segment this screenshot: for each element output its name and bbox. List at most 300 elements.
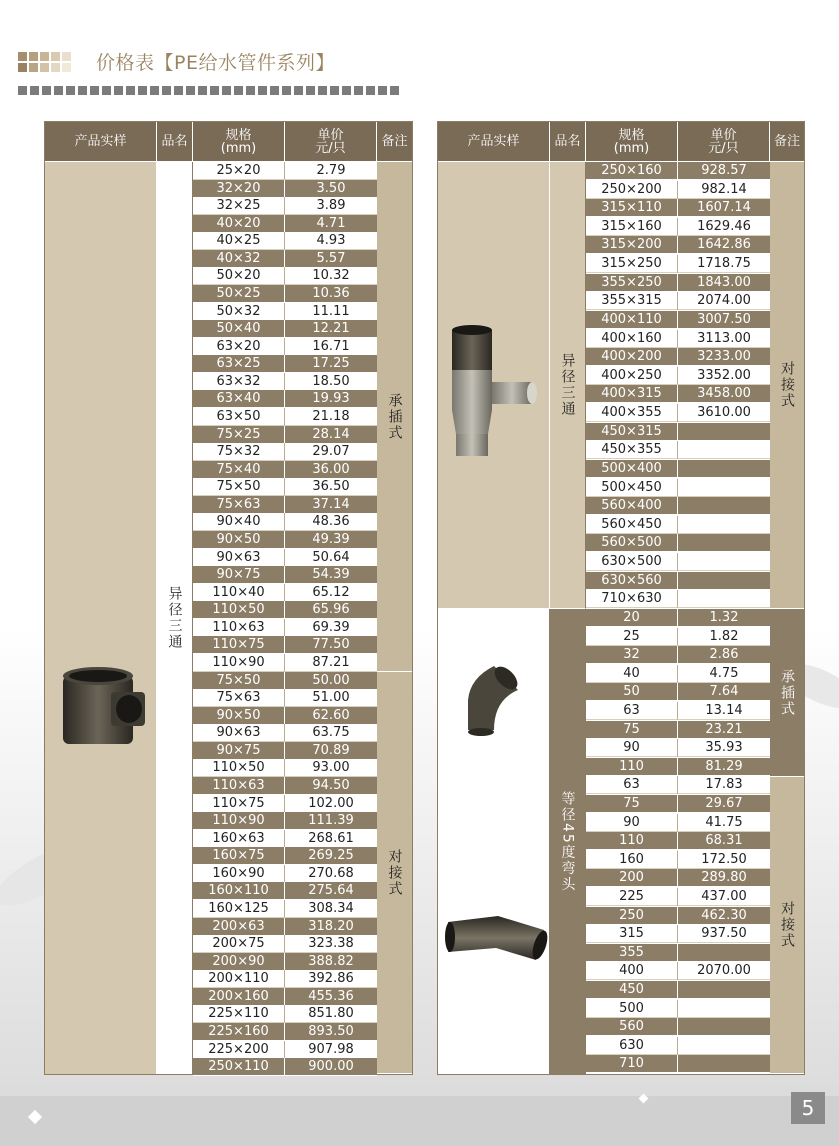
table-row [193, 1058, 377, 1076]
grey-bar-square [234, 86, 243, 95]
price-cell: 269.25 [285, 847, 377, 865]
price-cell: 49.39 [285, 531, 377, 549]
spec-cell: 40 [586, 665, 678, 683]
price-cell: 392.86 [285, 970, 377, 988]
price-cell: 3458.00 [678, 385, 770, 403]
price-cell: 35.93 [678, 739, 770, 757]
table-row [193, 900, 377, 918]
spec-cell: 500×450 [586, 479, 678, 497]
note-cell-butt [377, 672, 412, 1074]
table-row [193, 935, 377, 953]
reducing-tee-image [59, 662, 149, 752]
spec-cell: 110×50 [193, 759, 285, 777]
table-row [193, 953, 377, 971]
spec-cell: 400 [586, 962, 678, 980]
header-spec-unit: (mm) [613, 140, 650, 156]
price-cell: 928.57 [678, 162, 770, 180]
price-cell: 268.61 [285, 830, 377, 848]
spec-cell: 75×50 [193, 478, 285, 496]
spec-cell: 315×250 [586, 255, 678, 273]
table-row [586, 236, 770, 254]
price-cell: 68.31 [678, 832, 770, 850]
table-row [586, 683, 770, 701]
spec-cell: 250×200 [586, 181, 678, 199]
product-name-cell-elbow [550, 609, 586, 1074]
spec-cell: 560×450 [586, 516, 678, 534]
price-cell: 54.39 [285, 566, 377, 584]
table-row [193, 918, 377, 936]
grey-bar-square [366, 86, 375, 95]
table-row [586, 534, 770, 552]
price-cell: 2.79 [285, 162, 377, 180]
spec-cell: 110×90 [193, 654, 285, 672]
price-cell: 1718.75 [678, 255, 770, 273]
spec-cell: 110×50 [193, 601, 285, 619]
table-row [586, 721, 770, 739]
table-row [193, 390, 377, 408]
header-spec [193, 122, 285, 161]
spec-cell: 160×125 [193, 900, 285, 918]
spec-cell: 200×110 [193, 970, 285, 988]
table-row [586, 404, 770, 422]
table-row [586, 944, 770, 962]
price-cell: 318.20 [285, 918, 377, 936]
spec-cell: 110×90 [193, 812, 285, 830]
price-cell [678, 572, 770, 590]
grey-bar-square [150, 86, 159, 95]
grey-bar-square [258, 86, 267, 95]
note-butt: 对接式 [779, 901, 795, 949]
price-cell: 48.36 [285, 513, 377, 531]
page-number: 5 [791, 1092, 825, 1124]
price-cell [678, 1000, 770, 1018]
spec-cell: 250 [586, 907, 678, 925]
price-cell: 69.39 [285, 619, 377, 637]
price-cell: 3610.00 [678, 404, 770, 422]
table-row [193, 636, 377, 654]
table-row [586, 516, 770, 534]
price-cell [678, 553, 770, 571]
table-row [586, 851, 770, 869]
spec-cell: 500×400 [586, 460, 678, 478]
header-price [678, 122, 770, 161]
table-row [586, 311, 770, 329]
spec-cell: 110×63 [193, 619, 285, 637]
price-cell [678, 1055, 770, 1073]
note-cell-socket [377, 162, 412, 672]
price-cell: 455.36 [285, 988, 377, 1006]
price-cell: 7.64 [678, 683, 770, 701]
spec-cell: 32×20 [193, 180, 285, 198]
price-cell: 13.14 [678, 702, 770, 720]
table-row [193, 162, 377, 180]
spec-cell: 400×200 [586, 348, 678, 366]
price-cell: 37.14 [285, 496, 377, 514]
note-socket: 承插式 [779, 668, 795, 717]
price-cell: 17.25 [285, 355, 377, 373]
price-cell: 3.50 [285, 180, 377, 198]
price-cell: 10.32 [285, 267, 377, 285]
note-cell-butt [770, 162, 804, 609]
header-price [285, 122, 377, 161]
price-cell: 437.00 [678, 888, 770, 906]
spec-cell: 315×200 [586, 236, 678, 254]
spec-cell: 560×500 [586, 534, 678, 552]
price-cell [678, 981, 770, 999]
grey-bar-square [18, 86, 27, 95]
table-row [586, 646, 770, 664]
grey-bar-square [30, 86, 39, 95]
table-row [193, 443, 377, 461]
table-row [586, 665, 770, 683]
price-cell: 1642.86 [678, 236, 770, 254]
spec-cell: 225 [586, 888, 678, 906]
price-cell: 18.50 [285, 373, 377, 391]
spec-cell: 160×75 [193, 847, 285, 865]
price-cell: 907.98 [285, 1041, 377, 1059]
grey-bar-square [210, 86, 219, 95]
price-cell [678, 423, 770, 441]
product-image-cell [45, 162, 157, 1074]
spec-cell: 32 [586, 646, 678, 664]
table-row [193, 355, 377, 373]
spec-cell: 50×32 [193, 303, 285, 321]
spec-cell: 630 [586, 1037, 678, 1055]
product-name-cell [157, 162, 193, 1074]
spec-cell: 63×25 [193, 355, 285, 373]
grey-bar-square [90, 86, 99, 95]
table-row [193, 549, 377, 567]
spec-cell: 110 [586, 758, 678, 776]
price-cell: 62.60 [285, 707, 377, 725]
table-row [193, 303, 377, 321]
header-grey-bar [18, 80, 410, 90]
price-cell: 3113.00 [678, 330, 770, 348]
grey-bar-square [246, 86, 255, 95]
table-row [193, 970, 377, 988]
header-product: 产品实样 [45, 122, 157, 161]
price-cell: 3352.00 [678, 367, 770, 385]
price-cell: 275.64 [285, 882, 377, 900]
header-price-unit: 元/只 [315, 140, 346, 156]
table-row [586, 330, 770, 348]
price-cell: 2070.00 [678, 962, 770, 980]
price-cell: 308.34 [285, 900, 377, 918]
price-cell [678, 479, 770, 497]
table-row [193, 988, 377, 1006]
spec-cell: 200×63 [193, 918, 285, 936]
spec-cell: 355 [586, 944, 678, 962]
price-cell: 12.21 [285, 320, 377, 338]
price-cell: 270.68 [285, 865, 377, 883]
spec-cell: 315×160 [586, 218, 678, 236]
price-cell: 4.75 [678, 665, 770, 683]
price-cell: 77.50 [285, 636, 377, 654]
header-product: 产品实样 [438, 122, 550, 161]
table-row [586, 832, 770, 850]
table-row [586, 218, 770, 236]
table-row [586, 423, 770, 441]
spec-cell: 500 [586, 1000, 678, 1018]
table-row [193, 1023, 377, 1041]
spec-cell: 75 [586, 721, 678, 739]
table-row [586, 907, 770, 925]
spec-cell: 75 [586, 795, 678, 813]
price-cell [678, 460, 770, 478]
table-row [193, 496, 377, 514]
price-cell: 29.07 [285, 443, 377, 461]
spec-cell: 400×250 [586, 367, 678, 385]
spec-cell: 450 [586, 981, 678, 999]
table-row [586, 981, 770, 999]
price-cell: 81.29 [678, 758, 770, 776]
product-name: 等径45度弯头 [559, 790, 576, 893]
note-socket: 承插式 [386, 392, 403, 441]
table-row [193, 584, 377, 602]
table-row [586, 441, 770, 459]
table-row [193, 724, 377, 742]
price-cell: 21.18 [285, 408, 377, 426]
grey-bar-square [126, 86, 135, 95]
grey-bar-square [186, 86, 195, 95]
price-cell: 41.75 [678, 814, 770, 832]
spec-cell: 90×50 [193, 707, 285, 725]
price-cell: 36.50 [285, 478, 377, 496]
table-row [193, 619, 377, 637]
table-row [586, 1037, 770, 1055]
spec-cell: 90 [586, 814, 678, 832]
spec-cell: 400×160 [586, 330, 678, 348]
grey-bar-square [114, 86, 123, 95]
grey-bar-square [78, 86, 87, 95]
spec-cell: 90 [586, 739, 678, 757]
price-cell: 172.50 [678, 851, 770, 869]
table-row [193, 373, 377, 391]
spec-cell: 50 [586, 683, 678, 701]
spec-cell: 20 [586, 609, 678, 627]
price-cell [678, 590, 770, 608]
elbow-45-butt-image [444, 902, 548, 972]
spec-cell: 110×63 [193, 777, 285, 795]
price-cell: 323.38 [285, 935, 377, 953]
header-name: 品名 [157, 122, 193, 161]
table-row [586, 590, 770, 608]
table-row [586, 367, 770, 385]
price-cell: 111.39 [285, 812, 377, 830]
spec-cell: 450×315 [586, 423, 678, 441]
price-cell: 893.50 [285, 1023, 377, 1041]
note-cell-socket [770, 609, 804, 777]
price-cell: 4.93 [285, 232, 377, 250]
price-cell: 87.21 [285, 654, 377, 672]
table-row [586, 814, 770, 832]
table-row [193, 795, 377, 813]
price-cell: 3233.00 [678, 348, 770, 366]
spec-cell: 400×315 [586, 385, 678, 403]
spec-cell: 50×40 [193, 320, 285, 338]
spec-cell: 90×50 [193, 531, 285, 549]
spec-cell: 160×110 [193, 882, 285, 900]
header-spec-label: 规格 [225, 127, 252, 143]
spec-cell: 63 [586, 702, 678, 720]
table-row [193, 285, 377, 303]
price-cell: 2.86 [678, 646, 770, 664]
price-cell: 65.12 [285, 584, 377, 602]
table-row [586, 199, 770, 217]
table-row [586, 925, 770, 943]
price-cell: 50.00 [285, 672, 377, 690]
price-cell: 50.64 [285, 549, 377, 567]
header-name: 品名 [550, 122, 586, 161]
header-price-label: 单价 [317, 127, 344, 143]
price-cell: 70.89 [285, 742, 377, 760]
table-row [193, 812, 377, 830]
price-cell: 289.80 [678, 869, 770, 887]
spec-cell: 63 [586, 776, 678, 794]
table-row [193, 320, 377, 338]
table-row [586, 1055, 770, 1073]
price-cell: 102.00 [285, 795, 377, 813]
spec-cell: 63×50 [193, 408, 285, 426]
spec-cell: 200×90 [193, 953, 285, 971]
spec-cell: 160×63 [193, 830, 285, 848]
table-row [586, 553, 770, 571]
spec-cell: 710×630 [586, 590, 678, 608]
table-row [193, 215, 377, 233]
price-table-left [44, 121, 413, 1075]
spec-cell: 225×200 [193, 1041, 285, 1059]
spec-cell: 75×50 [193, 672, 285, 690]
spec-cell: 90×63 [193, 724, 285, 742]
grey-bar-square [294, 86, 303, 95]
table-row [193, 531, 377, 549]
spec-cell: 75×63 [193, 689, 285, 707]
table-row [193, 338, 377, 356]
product-name: 异径三通 [559, 353, 576, 417]
table-row [193, 566, 377, 584]
table-row [193, 707, 377, 725]
table-row [193, 408, 377, 426]
price-cell [678, 944, 770, 962]
grey-bar-square [282, 86, 291, 95]
spec-cell: 225×110 [193, 1005, 285, 1023]
spec-cell: 450×355 [586, 441, 678, 459]
price-cell: 1.32 [678, 609, 770, 627]
header-price-unit: 元/只 [708, 140, 739, 156]
note-butt: 对接式 [386, 848, 403, 897]
price-cell: 10.36 [285, 285, 377, 303]
grey-bar-square [54, 86, 63, 95]
table-row [586, 888, 770, 906]
table-row [586, 292, 770, 310]
spec-cell: 50×20 [193, 267, 285, 285]
price-cell: 63.75 [285, 724, 377, 742]
spec-cell: 355×315 [586, 292, 678, 310]
spec-cell: 630×560 [586, 572, 678, 590]
table-row [586, 181, 770, 199]
spec-cell: 63×20 [193, 338, 285, 356]
table-row [586, 702, 770, 720]
spec-cell: 75×32 [193, 443, 285, 461]
price-cell: 23.21 [678, 721, 770, 739]
spec-cell: 75×25 [193, 426, 285, 444]
price-table-right [437, 121, 805, 1075]
table-row [586, 758, 770, 776]
spec-cell: 160 [586, 851, 678, 869]
grey-bar-square [198, 86, 207, 95]
table-row [586, 460, 770, 478]
table-row [193, 461, 377, 479]
spec-cell: 250×110 [193, 1058, 285, 1076]
table-row [193, 232, 377, 250]
table-row [586, 162, 770, 180]
spec-cell: 560 [586, 1018, 678, 1036]
spec-cell: 40×25 [193, 232, 285, 250]
header-note: 备注 [770, 122, 804, 161]
spec-cell: 75×40 [193, 461, 285, 479]
price-cell: 462.30 [678, 907, 770, 925]
price-cell: 900.00 [285, 1058, 377, 1076]
elbow-45-socket-image [460, 660, 530, 740]
price-cell: 2074.00 [678, 292, 770, 310]
spec-cell: 400×110 [586, 311, 678, 329]
note-butt: 对接式 [779, 361, 795, 409]
grey-bar-square [42, 86, 51, 95]
table-row [193, 180, 377, 198]
grey-bar-square [270, 86, 279, 95]
table-row [193, 1041, 377, 1059]
header-spec-label: 规格 [618, 127, 645, 143]
table-row [193, 847, 377, 865]
price-cell: 16.71 [285, 338, 377, 356]
price-cell: 937.50 [678, 925, 770, 943]
table-row [193, 777, 377, 795]
grey-bar-square [138, 86, 147, 95]
header-spec [586, 122, 678, 161]
spec-cell: 90×40 [193, 513, 285, 531]
spec-cell: 25 [586, 628, 678, 646]
spec-cell: 250×160 [586, 162, 678, 180]
price-cell: 19.93 [285, 390, 377, 408]
spec-cell: 63×40 [193, 390, 285, 408]
price-cell [678, 1018, 770, 1036]
price-cell: 982.14 [678, 181, 770, 199]
price-cell: 4.71 [285, 215, 377, 233]
table-row [193, 654, 377, 672]
grey-bar-square [330, 86, 339, 95]
table-row [586, 628, 770, 646]
spec-cell: 40×20 [193, 215, 285, 233]
grey-bar-square [378, 86, 387, 95]
note-cell-butt [770, 777, 804, 1074]
table-row [586, 609, 770, 627]
table-row [193, 478, 377, 496]
price-cell: 65.96 [285, 601, 377, 619]
spec-cell: 110×75 [193, 636, 285, 654]
spec-cell: 32×25 [193, 197, 285, 215]
table-row [586, 776, 770, 794]
reducing-tee-butt-image [446, 322, 546, 462]
spec-cell: 40×32 [193, 250, 285, 268]
table-row [586, 739, 770, 757]
spec-cell: 710 [586, 1055, 678, 1073]
spec-cell: 225×160 [193, 1023, 285, 1041]
price-cell: 1843.00 [678, 274, 770, 292]
spec-cell: 90×75 [193, 742, 285, 760]
table-row [586, 274, 770, 292]
table-row [193, 250, 377, 268]
table-row [586, 1000, 770, 1018]
